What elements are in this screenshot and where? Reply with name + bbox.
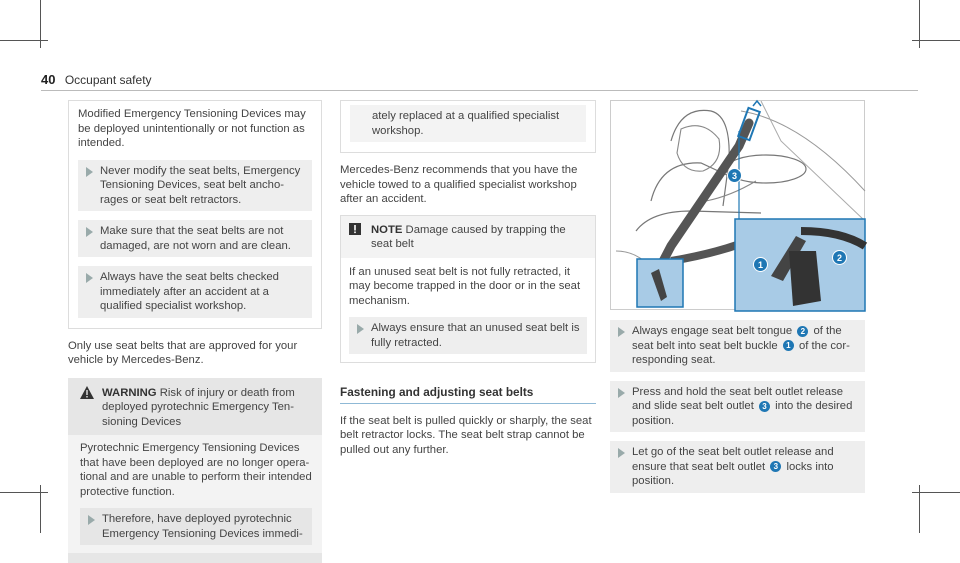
bullet-arrow-icon xyxy=(80,512,102,541)
bullet-arrow-icon xyxy=(610,324,632,368)
seat-belt-illustration xyxy=(610,100,865,310)
step-text xyxy=(632,445,859,489)
note-body xyxy=(341,258,595,363)
step-text-part: into the desired position. xyxy=(632,400,852,427)
step-text: ately replaced at a qualified specialist workshop. xyxy=(372,109,580,138)
crop-mark xyxy=(0,492,48,493)
section-body: If the seat belt is pulled quickly or sharply, the seat belt retractor locks. The seat belt strap cannot be pulled out any further. xyxy=(340,414,596,458)
warning-title: Risk of injury or death from deployed pyrotechnic Emergency Tensioning Devices xyxy=(102,387,295,428)
ref-number: 3 xyxy=(759,401,770,412)
crop-mark xyxy=(912,40,960,41)
step-text-part: of the seat belt into seat belt buckle xyxy=(632,325,842,352)
warning-continuation-box xyxy=(340,100,596,153)
crop-mark xyxy=(912,492,960,493)
page-header xyxy=(41,72,152,87)
bullet-arrow-icon xyxy=(78,224,100,253)
intro-text: Modified Emergency Tensioning Devices may be deployed unintentionally or not function as intended. xyxy=(78,107,312,151)
bullet-arrow-icon xyxy=(78,164,100,208)
step-item xyxy=(78,220,312,257)
header-divider xyxy=(41,90,918,91)
bullet-arrow-icon xyxy=(610,385,632,429)
step-item xyxy=(350,105,586,142)
step-item xyxy=(78,266,312,318)
warning-box xyxy=(68,378,322,563)
step-item xyxy=(610,381,865,433)
column-middle xyxy=(340,100,596,457)
step-text xyxy=(632,385,859,429)
ref-number: 2 xyxy=(797,326,808,337)
step-text xyxy=(632,324,859,368)
step-text: Never modify the seat belts, Emergency Tensioning Devices, seat belt anchorages or seat belt retractors. xyxy=(100,164,306,208)
callout-1: 1 xyxy=(753,257,768,272)
note-text: If an unused seat belt is not fully retracted, it may become trapped in the door or in the seat mechanism. xyxy=(349,265,587,309)
note-heading xyxy=(341,216,595,258)
bullet-arrow-icon xyxy=(78,270,100,314)
warning-text: Pyrotechnic Emergency Tensioning Devices that have been deployed are no longer operational and are unable to perform their intended protective function. xyxy=(80,441,312,499)
step-item xyxy=(78,160,312,212)
crop-mark xyxy=(0,40,48,41)
step-text: Always have the seat belts checked immediately after an accident at a qualified specialist workshop. xyxy=(100,270,306,314)
step-item xyxy=(80,508,312,545)
section-name: Occupant safety xyxy=(65,73,152,87)
bullet-arrow-icon xyxy=(610,445,632,489)
warning-label: WARNING xyxy=(102,387,157,399)
step-text: Therefore, have deployed pyrotechnic Emergency Tensioning Devices immedi- xyxy=(102,512,306,541)
note-title: Damage caused by trapping the seat belt xyxy=(371,224,566,251)
section-title: Fastening and adjusting seat belts xyxy=(340,385,596,404)
step-text: Always ensure that an unused seat belt is fully retracted. xyxy=(371,321,581,350)
seat-belt-drawing xyxy=(611,101,866,311)
note-box xyxy=(340,215,596,364)
step-text-part: locks into position. xyxy=(632,461,834,488)
bullet-arrow-icon xyxy=(349,321,371,350)
exclamation-icon xyxy=(349,223,371,252)
step-text-part: Always engage seat belt tongue xyxy=(632,325,792,337)
step-text: Make sure that the seat belts are not damaged, are not worn and are clean. xyxy=(100,224,306,253)
approved-text: Only use seat belts that are approved for your vehicle by Mercedes-Benz. xyxy=(68,339,322,368)
warning-triangle-icon xyxy=(80,386,102,430)
recommendation-text: Mercedes-Benz recommends that you have the vehicle towed to a qualified specialist workshop after an accident. xyxy=(340,163,596,207)
callout-3: 3 xyxy=(727,168,742,183)
note-label: NOTE xyxy=(371,224,402,236)
step-item xyxy=(610,320,865,372)
callout-2: 2 xyxy=(832,250,847,265)
column-right xyxy=(610,100,865,493)
step-item xyxy=(349,317,587,354)
step-text-part: of the corresponding seat. xyxy=(632,340,850,367)
ref-number: 1 xyxy=(783,340,794,351)
page-number: 40 xyxy=(41,72,55,87)
warning-heading xyxy=(80,386,312,430)
bullet-spacer xyxy=(350,109,372,138)
warning-body xyxy=(68,435,322,553)
warning-continuation-box xyxy=(68,100,322,329)
step-text-part: Press and hold the seat belt outlet release and slide seat belt outlet xyxy=(632,386,843,413)
column-left xyxy=(68,100,322,563)
ref-number: 3 xyxy=(770,461,781,472)
step-text-part: Let go of the seat belt outlet release and ensure that seat belt outlet xyxy=(632,446,834,473)
step-item xyxy=(610,441,865,493)
